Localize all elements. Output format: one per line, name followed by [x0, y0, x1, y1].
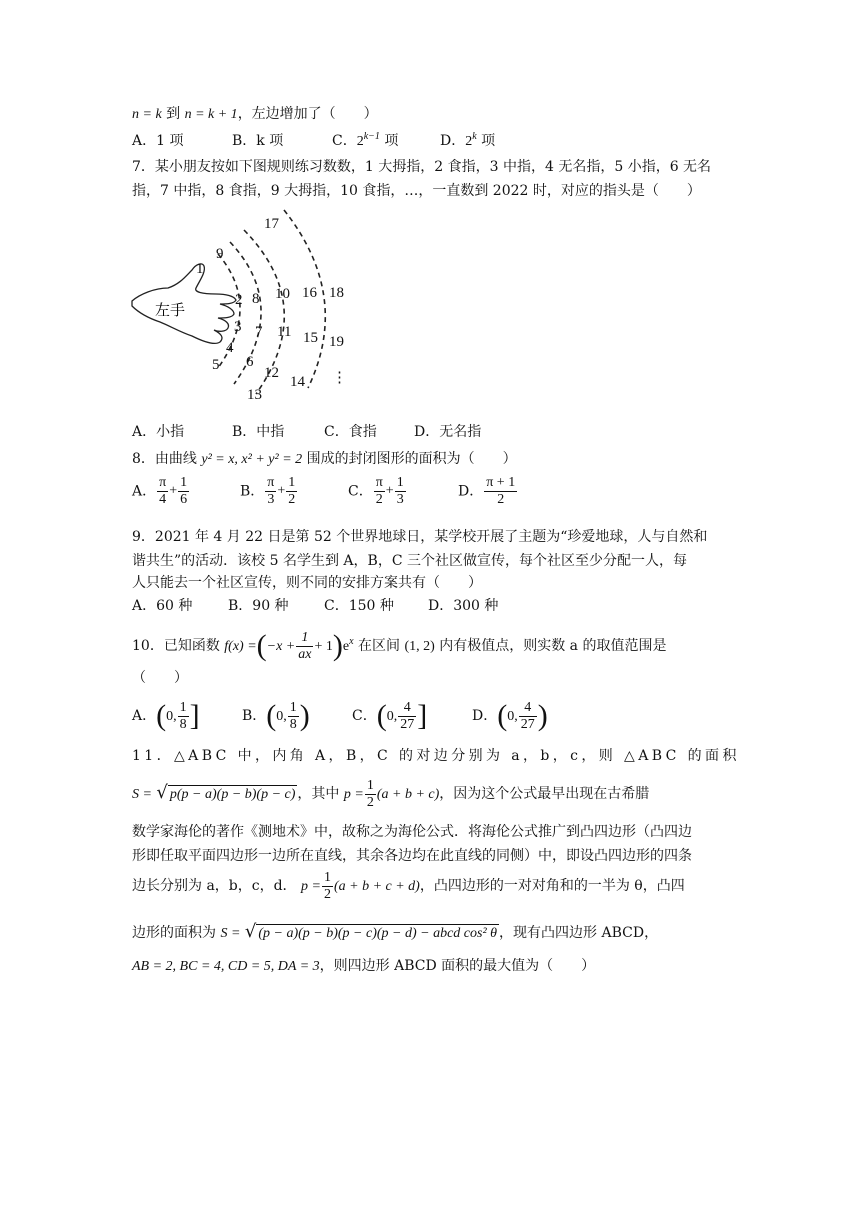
q9-option-b[interactable]: B．90 种: [228, 598, 289, 614]
count-label: 15: [303, 330, 318, 346]
count-label: 1: [196, 261, 204, 277]
count-label: ⋮: [332, 370, 347, 386]
count-label: 5: [212, 357, 220, 373]
q11-line-3: 数学家海伦的著作《测地术》中，故称之为海伦公式．将海伦公式推广到凸四边形（凸四边: [132, 824, 692, 840]
count-label: 3: [234, 319, 242, 335]
hand-label: 左手: [155, 301, 186, 319]
q11-line-4: 形即任取平面四边形一边所在直线，其余各边均在此直线的同侧）中，即设凸四边形的四条: [132, 848, 692, 864]
q7-line-2: 指，7 中指，8 食指，9 大拇指，10 食指，…，一直数到 2022 时，对应的指头是（ ）: [132, 183, 701, 199]
q8-option-c[interactable]: C． $\frac{\pi}{2}$ + $\frac{1}{3}$: [348, 475, 404, 507]
q8-option-b[interactable]: B． $\frac{\pi}{3}$ + $\frac{1}{2}$: [240, 475, 296, 507]
q11-line-5: 边长分别为 a，b，c，d． p = $\frac{1}{2}$ (a + b + c + d)，凸四边形的一对对角和的一半为 θ，凸四: [132, 869, 685, 902]
count-label: 2: [235, 292, 243, 308]
q6-stem-part: ，左边增加了（ ）: [237, 106, 378, 122]
q8-option-a[interactable]: A． $\frac{\pi}{4}$ + $\frac{1}{6}$: [132, 475, 188, 507]
q9-line-1: 9．2021 年 4 月 22 日是第 52 个世界地球日，某学校开展了主题为“珍爱地球，人与自然和: [132, 529, 708, 545]
q9-option-c[interactable]: C．150 种: [324, 598, 394, 614]
count-label: 12: [264, 365, 279, 381]
q7-options: [132, 422, 481, 442]
count-label: 19: [329, 334, 344, 350]
count-label: 18: [329, 285, 344, 301]
q9-option-d[interactable]: D．300 种: [428, 598, 499, 614]
q9-line-2: 谐共生”的活动．该校 5 名学生到 A，B，C 三个社区做宣传，每个社区至少分配一人，每: [132, 553, 687, 569]
q6-option-c[interactable]: C．$2^{k-1}$ 项: [332, 131, 399, 149]
q8-curve: y² = x, x² + y² = 2: [201, 452, 303, 467]
q9-options: [132, 596, 498, 616]
count-label: 14: [290, 374, 305, 390]
q6-option-d[interactable]: D．2$^k$ 项: [440, 131, 496, 149]
q7-option-c[interactable]: C．食指: [324, 424, 377, 440]
count-label: 6: [246, 354, 254, 370]
q6-option-a[interactable]: A．1 项: [132, 133, 184, 149]
q6-stem-part: n = k: [132, 107, 162, 122]
q8-option-d[interactable]: D． $\frac{\pi + 1}{2}$: [458, 475, 516, 507]
q10-options: [132, 696, 548, 737]
count-label: 10: [275, 286, 290, 302]
q6-stem: [132, 104, 378, 125]
count-label: 16: [302, 285, 317, 301]
q10-option-c[interactable]: C．(0, $\frac{4}{27}$ ]: [352, 699, 428, 732]
count-label: 13: [247, 387, 262, 403]
q11-line-7: AB = 2, BC = 4, CD = 5, DA = 3，则四边形 ABCD 面积的最大值为（ ）: [132, 958, 596, 974]
q6-stem-part: 到: [161, 106, 185, 122]
count-label: 11: [277, 324, 292, 340]
q11-line-1: 11．△ABC 中，内角 A，B，C 的对边分别为 a，b，c，则 △ABC 的面积: [132, 748, 740, 764]
finger-counting-figure: [130, 206, 360, 406]
q7-option-b[interactable]: B．中指: [232, 424, 285, 440]
count-label: 7: [255, 324, 263, 340]
count-label: 4: [226, 340, 234, 356]
count-label: 9: [216, 246, 224, 262]
q9-option-a[interactable]: A．60 种: [132, 598, 193, 614]
q10-stem: 10．已知函数 f(x) =(−x + $\frac{1}{ax}$ + $1)e^x$ 在区间 (1, 2) 内有极值点，则实数 a 的取值范围是: [132, 629, 667, 662]
q6-option-b[interactable]: B．k 项: [232, 133, 284, 149]
q7-line-1: 7．某小朋友按如下图规则练习数数，1 大拇指，2 食指，3 中指，4 无名指，5 小指，6 无名: [132, 159, 712, 175]
q9-line-3: 人只能去一个社区宣传，则不同的安排方案共有（ ）: [132, 575, 482, 591]
q7-option-d[interactable]: D．无名指: [414, 424, 482, 440]
q7-option-a[interactable]: A．小指: [132, 424, 185, 440]
q8-options: [132, 475, 518, 508]
q10-option-d[interactable]: D．(0, $\frac{4}{27}$ ): [472, 699, 548, 732]
q6-stem-part: n = k + 1: [184, 107, 238, 122]
q10-option-b[interactable]: B．(0, $\frac{1}{8}$ ): [242, 699, 310, 732]
q11-line-6: 边形的面积为 S = √ (p − a)(p − b)(p − c)(p − d) − abcd cos² θ ，现有凸四边形 ABCD，: [132, 921, 659, 942]
q6-options: [132, 131, 495, 152]
q10-line-2: （ ）: [132, 670, 188, 686]
q11-line-2: S = √ p(p − a)(p − b)(p − c) ，其中 p = $\frac{1}{2}$ (a + b + c)，因为这个公式最早出现在古希腊: [132, 777, 650, 810]
count-label: 8: [252, 291, 260, 307]
q8-stem: 8．由曲线 y² = x, x² + y² = 2 围成的封闭图形的面积为（ ）: [132, 451, 517, 467]
count-label: 17: [264, 216, 279, 232]
q10-option-a[interactable]: A．(0, $\frac{1}{8}$ ]: [132, 699, 200, 732]
